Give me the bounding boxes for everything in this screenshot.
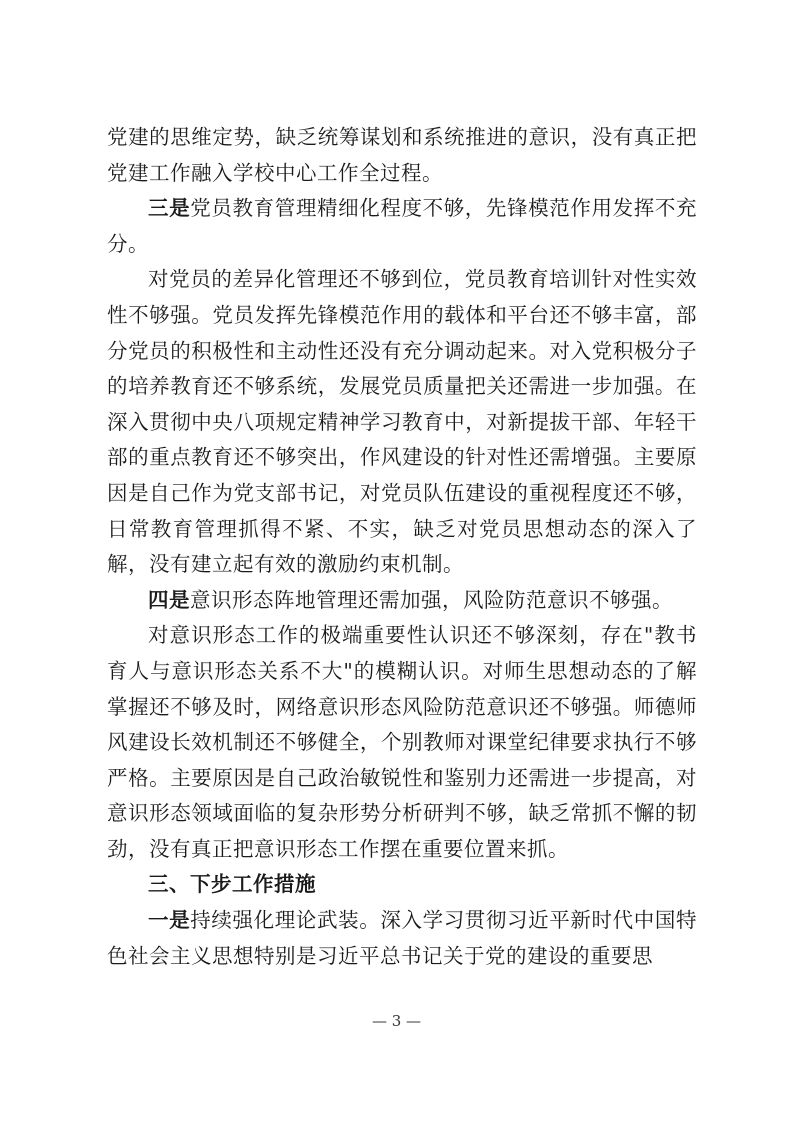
point-lead: 四是 bbox=[148, 587, 190, 612]
point-text: 持续强化理论武装。深入学习贯彻习近平新时代中国特色社会主义思想特别是习近平总书记关于党的建设的重要思 bbox=[107, 908, 698, 968]
page-number: — 3 — bbox=[371, 1012, 422, 1030]
section-heading-next-steps: 三、下步工作措施 bbox=[148, 872, 316, 897]
paragraph-measure-one bbox=[107, 903, 697, 974]
point-lead: 一是 bbox=[148, 908, 191, 933]
paragraph-party-member-management: 对党员的差异化管理还不够到位，党员教育培训针对性实效性不够强。党员发挥先锋模范作用的载体和平台还不够丰富，部分党员的积极性和主动性还没有充分调动起来。对入党积极分子的培养教育还不够系统，发展党员质量把关还需进一步加强。在深入贯彻中央八项规定精神学习教育中，对新提拔干部、年轻干部的重点教育还不够突出，作风建设的针对性还需增强。主要原因是自己作为党支部书记，对党员队伍建设的重视程度还不够，日常教育管理抓得不紧、不实，缺乏对党员思想动态的深入了解，没有建立起有效的激励约束机制。 bbox=[107, 267, 697, 577]
paragraph-point-four bbox=[107, 583, 697, 619]
point-text: 意识形态阵地管理还需加强，风险防范意识不够强。 bbox=[190, 587, 673, 612]
point-lead: 三是 bbox=[148, 196, 191, 221]
paragraph-ideology-work: 对意识形态工作的极端重要性认识还不够深刻，存在"教书育人与意识形态关系不大"的模糊认识。对师生思想动态的了解掌握还不够及时，网络意识形态风险防范意识还不够强。师德师风建设长效机制还不够健全，个别教师对课堂纪律要求执行不够严格。主要原因是自己政治敏锐性和鉴别力还需进一步提高，对意识形态领域面临的复杂形势分析研判不够，缺乏常抓不懈的韧劲，没有真正把意识形态工作摆在重要位置来抓。 bbox=[107, 623, 697, 861]
document-body bbox=[107, 120, 697, 974]
paragraph-point-three bbox=[107, 191, 697, 262]
paragraph-continuation: 党建的思维定势，缺乏统筹谋划和系统推进的意识，没有真正把党建工作融入学校中心工作全过程。 bbox=[107, 125, 697, 185]
point-text: 党员教育管理精细化程度不够，先锋模范作用发挥不充分。 bbox=[107, 196, 698, 256]
